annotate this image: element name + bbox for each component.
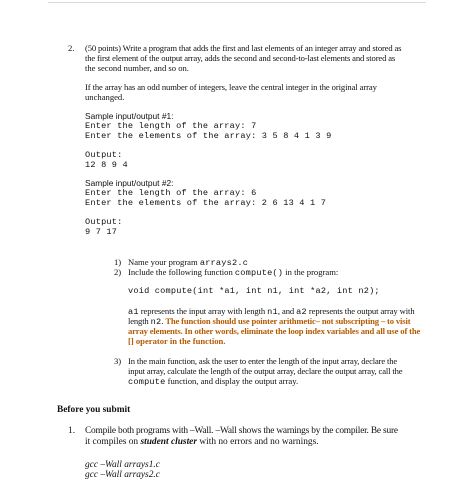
step-2-label-a: Include the following function — [128, 267, 235, 277]
description-line-4: [] operator in the function. — [128, 336, 226, 346]
compile-command-2: gcc –Wall arrays2.c — [85, 470, 160, 480]
question-line-2: the first element of the output array, adds the second and second-to-last elements and stored as — [85, 53, 396, 63]
before-line-2c: with no errors and no warnings. — [197, 437, 319, 447]
sample-2-output-values: 9 7 17 — [85, 227, 118, 237]
step-2-label-b: in the program: — [283, 267, 339, 277]
sample-1-elements-line: Enter the elements of the array: 3 5 8 4 1 3 9 — [85, 131, 332, 141]
sample-1-output-label: Output: — [85, 150, 123, 160]
desc-n1: n1 — [267, 307, 278, 317]
sample-1-heading: Sample input/output #1: — [85, 111, 174, 121]
before-line-2 — [85, 437, 319, 448]
desc2-t2: . — [161, 316, 166, 326]
before-line-2a: it compiles on — [85, 437, 141, 447]
sample-1-length-line: Enter the length of the array: 7 — [85, 121, 257, 131]
step-3-line-1: In the main function, ask the user to enter the length of the input array, declare the — [128, 356, 398, 366]
step-3-line-3-rest: function, and display the output array. — [165, 376, 299, 386]
sample-1-output-values: 12 8 9 4 — [85, 160, 128, 170]
before-line-1: Compile both programs with –Wall. –Wall shows the warnings by the compiler. Be sure — [85, 426, 398, 436]
sample-2-length-line: Enter the length of the array: 6 — [85, 188, 257, 198]
question-line-3: the second number, and so on. — [85, 63, 189, 73]
desc-a1: a1 — [128, 307, 139, 317]
step-3-line-3 — [128, 376, 298, 387]
desc-a2: a2 — [296, 307, 307, 317]
before-item-number: 1. — [68, 426, 76, 436]
compile-command-1: gcc –Wall arrays1.c — [85, 460, 160, 470]
description-line-3: array elements. In other words, eliminate the loop index variables and all use of the — [128, 326, 421, 336]
step-1-label: Name your program — [128, 257, 200, 267]
before-submit-heading: Before you submit — [57, 405, 131, 415]
odd-note-line-1: If the array has an odd number of integers, leave the central integer in the original array — [85, 82, 377, 92]
desc-t1: represents the input array with length — [138, 306, 268, 316]
desc2-n2: n2 — [150, 317, 162, 327]
step-3-number: 3) — [114, 356, 122, 366]
question-line-1: (50 points) Write a program that adds the first and last elements of an integer array and stored as — [85, 43, 402, 53]
sample-2-output-label: Output: — [85, 217, 123, 227]
step-2-text — [128, 267, 338, 278]
desc2-pointer-note: The function should use pointer arithmetic– not subscripting – to visit — [165, 316, 411, 326]
odd-note-line-2: unchanged. — [85, 92, 125, 102]
function-signature: void compute(int *a1, int n1, int *a2, int n2); — [128, 286, 380, 296]
step-2-number: 2) — [114, 267, 122, 277]
sample-2-heading: Sample input/output #2: — [85, 178, 174, 188]
page-top-border — [48, 2, 426, 3]
student-cluster: student cluster — [140, 437, 197, 447]
step-3-line-2: input array, calculate the length of the output array, declare the output array, call the — [128, 366, 403, 376]
step-2-function-name: compute() — [234, 268, 284, 278]
question-number: 2. — [68, 43, 75, 53]
desc-t3: represents the output array with — [306, 306, 415, 316]
sample-2-elements-line: Enter the elements of the array: 2 6 13 4 1 7 — [85, 198, 327, 208]
step-1-filename: arrays2.c — [199, 258, 249, 268]
step-1-number: 1) — [114, 257, 122, 267]
desc2-t1: length — [128, 316, 151, 326]
step-3-compute: compute — [128, 377, 166, 387]
desc-t2: , and — [277, 306, 297, 316]
